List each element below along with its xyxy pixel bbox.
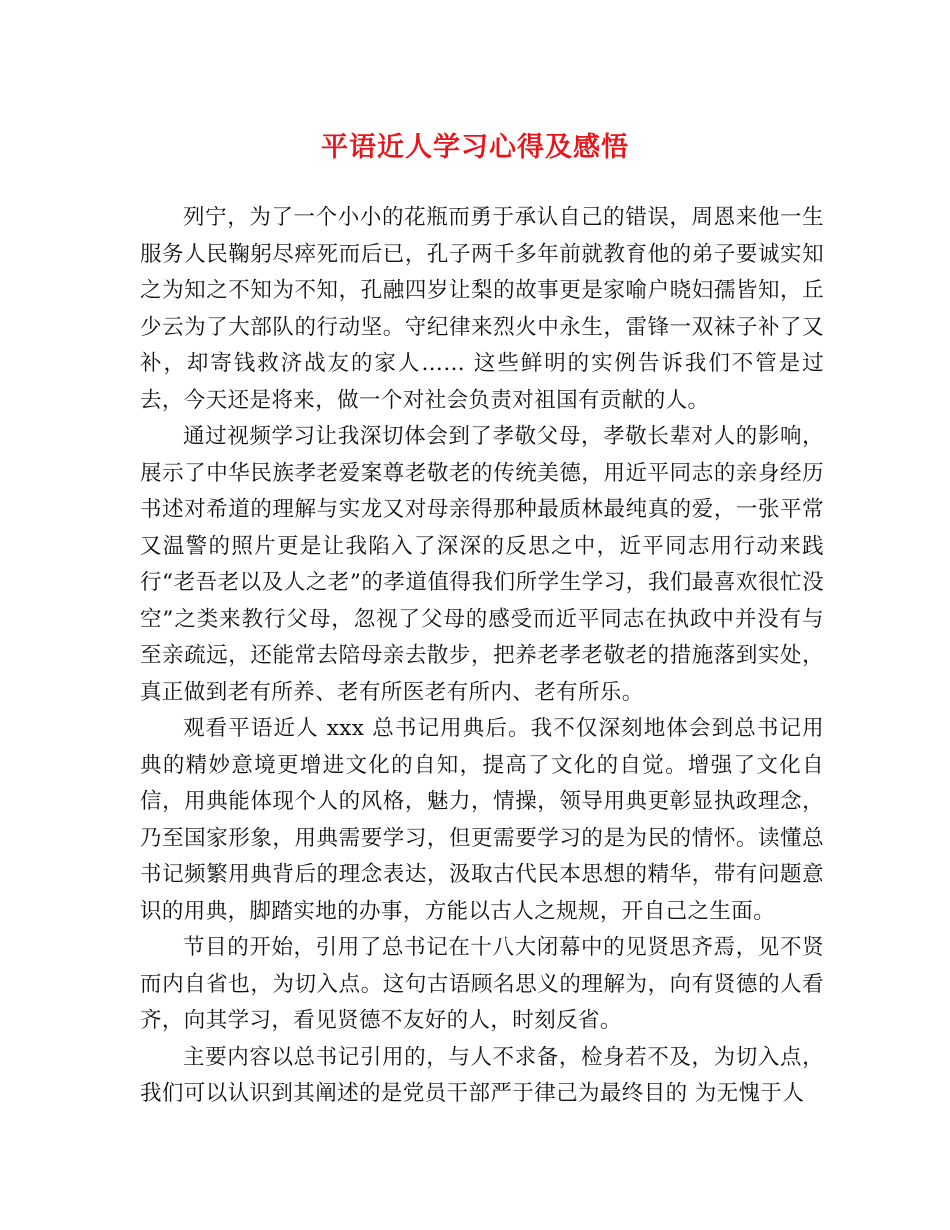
paragraph: 主要内容以总书记引用的，与人不求备，检身若不及，为切入点，我们可以认识到其阐述的是党员干部严于律己为最终目的 为无愧于人 — [140, 1044, 824, 1106]
document-body — [140, 200, 824, 1113]
paragraph: 观看平语近人 xxx 总书记用典后。我不仅深刻地体会到总书记用典的精妙意境更增进文化的自知，提高了文化的自觉。增强了文化自信，用典能体现个人的风格，魅力，情操，领导用典更彰显执政理念，乃至国家形象，用典需要学习，但更需要学习的是为民的情怀。读懂总书记频繁用典背后的理念表达，汲取古代民本思想的精华，带有问题意识的用典，脚踏实地的办事，方能以古人之规规，开自己之生面。 — [140, 716, 824, 924]
paragraph: 列宁，为了一个小小的花瓶而勇于承认自己的错误，周恩来他一生服务人民鞠躬尽瘁死而后已，孔子两千多年前就教育他的弟子要诚实知之为知之不知为不知，孔融四岁让梨的故事更是家喻户晓妇孺皆知，丘少云为了大部队的行动坚。守纪律来烈火中永生，雷锋一双袜子补了又补，却寄钱救济战友的家人…… 这些鲜明的实例告诉我们不管是过去，今天还是将来，做一个对社会负责对祖国有贡献的人。 — [140, 205, 824, 413]
paragraph: 通过视频学习让我深切体会到了孝敬父母，孝敬长辈对人的影响，展示了中华民族孝老爱案尊老敬老的传统美德，用近平同志的亲身经历书述对希道的理解与实龙又对母亲得那种最质林最纯真的爱，一张平常又温警的照片更是让我陷入了深深的反思之中，近平同志用行动来践行“老吾老以及人之老”的孝道值得我们所学生学习，我们最喜欢很忙没空”之类来教行父母，忽视了父母的感受而近平同志在执政中并没有与至亲疏远，还能常去陪母亲去散步，把养老孝老敬老的措施落到实处，真正做到老有所养、老有所医老有所内、老有所乐。 — [140, 424, 824, 705]
document-title: 平语近人学习心得及感悟 — [321, 132, 629, 163]
paragraph: 节目的开始，引用了总书记在十八大闭幕中的见贤思齐焉，见不贤而内自省也，为切入点。这句古语顾名思义的理解为，向有贤德的人看齐，向其学习，看见贤德不友好的人，时刻反省。 — [140, 935, 824, 1033]
